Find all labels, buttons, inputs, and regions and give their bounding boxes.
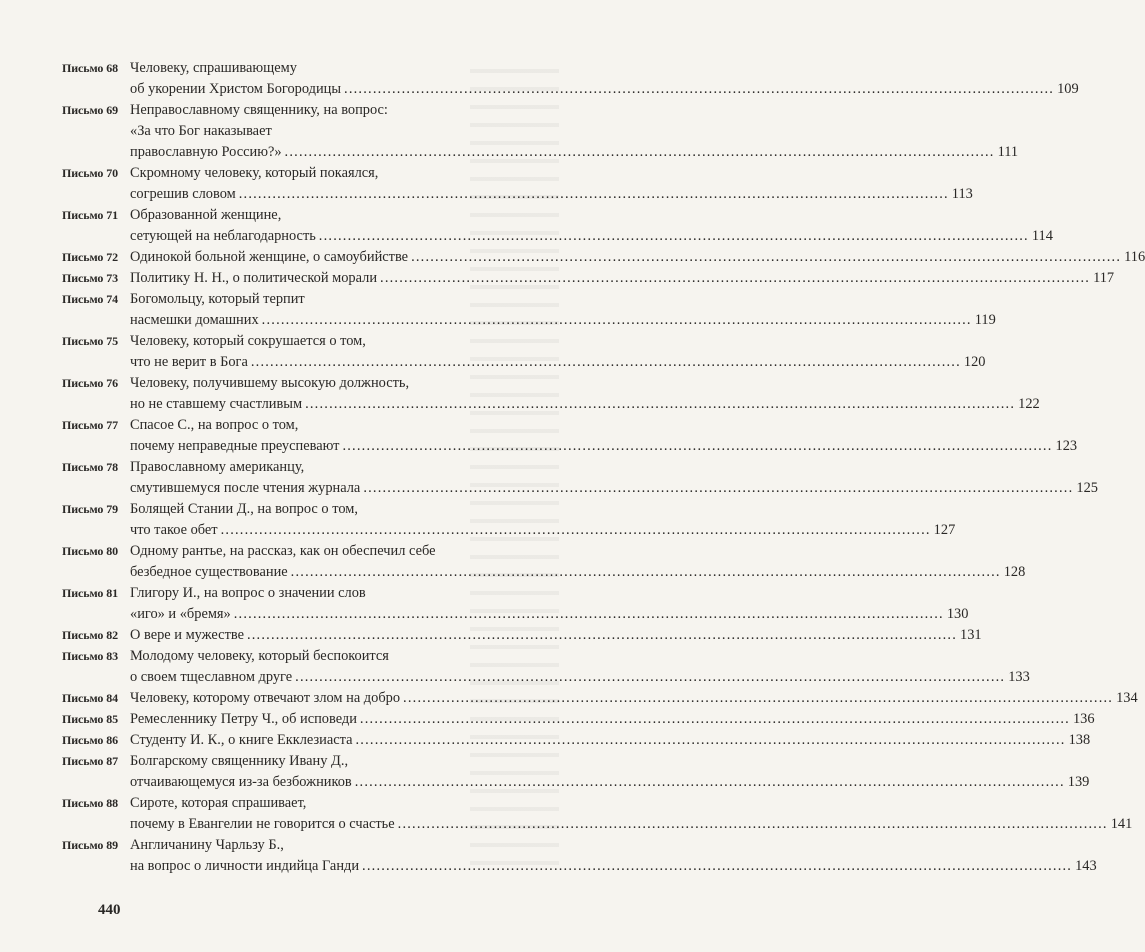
toc-entry [62, 247, 1145, 268]
title-line: Студенту И. К., о книге Екклезиаста [130, 732, 353, 748]
toc-entry [62, 688, 1138, 709]
title-line: Спасое С., на вопрос о том, [130, 417, 299, 433]
title-line: о своем тщеславном друге [130, 669, 293, 685]
title-line: отчаивающемуся из-за безбожников [130, 774, 352, 790]
title-line: Человеку, которому отвечают злом на добро [130, 690, 401, 706]
entry-title [130, 415, 1077, 457]
toc-entry [62, 289, 996, 331]
entry-page-number: 138 [1068, 732, 1091, 748]
entry-page-number: 141 [1110, 816, 1133, 832]
entry-title [130, 583, 968, 625]
entry-title [130, 793, 1132, 835]
title-line: Англичанину Чарльзу Б., [130, 837, 284, 853]
dot-leader [262, 310, 972, 331]
title-line: что не верит в Бога [130, 354, 248, 370]
letter-number: Письмо 70 [62, 166, 119, 180]
entry-page-number: 114 [1031, 228, 1053, 244]
dot-leader [305, 394, 1015, 415]
title-line: О вере и мужестве [130, 627, 244, 643]
toc-entry [62, 835, 1097, 877]
entry-page-number: 123 [1055, 438, 1078, 454]
dot-leader [360, 709, 1070, 730]
dot-leader [411, 247, 1121, 268]
letter-number: Письмо 75 [62, 334, 119, 348]
entry-title [130, 835, 1097, 877]
letter-number: Письмо 88 [62, 796, 119, 810]
title-line: почему неправедные преуспевают [130, 438, 340, 454]
title-line: согрешив словом [130, 186, 236, 202]
toc-entry [62, 730, 1091, 751]
entry-page-number: 127 [933, 522, 956, 538]
entry-page-number: 130 [946, 606, 969, 622]
dot-leader [291, 562, 1001, 583]
entry-title [130, 646, 1030, 688]
entry-page-number: 111 [997, 144, 1019, 160]
title-line: Православному американцу, [130, 459, 305, 475]
dot-leader [344, 79, 1054, 100]
entry-title [130, 625, 982, 646]
entry-title [130, 499, 955, 541]
title-line: Политику Н. Н., о политической морали [130, 270, 378, 286]
letter-number: Письмо 73 [62, 271, 119, 285]
entry-page-number: 116 [1124, 249, 1145, 265]
entry-title [130, 163, 973, 205]
entry-page-number: 122 [1018, 396, 1040, 412]
entry-title [130, 688, 1138, 709]
entry-title [130, 457, 1098, 499]
letter-number: Письмо 89 [62, 838, 119, 852]
letter-number: Письмо 69 [62, 103, 119, 117]
toc-entry [62, 163, 973, 205]
toc-entry [62, 205, 1053, 247]
entry-title [130, 100, 1018, 163]
toc-entry [62, 331, 986, 373]
entry-page-number: 131 [960, 627, 982, 643]
dot-leader [285, 142, 995, 163]
entry-title [130, 331, 986, 373]
title-line: Глигору И., на вопрос о значении слов [130, 585, 366, 601]
dot-leader [398, 814, 1108, 835]
table-of-contents [62, 58, 1145, 877]
entry-page-number: 133 [1008, 669, 1030, 685]
entry-title [130, 247, 1145, 268]
letter-number: Письмо 84 [62, 691, 119, 705]
title-line: на вопрос о личности индийца Ганди [130, 858, 360, 874]
title-line: Одинокой больной женщине, о самоубийстве [130, 249, 409, 265]
title-line: Неправославному священнику, на вопрос: [130, 102, 388, 118]
entry-page-number: 134 [1116, 690, 1138, 706]
letter-number: Письмо 76 [62, 376, 119, 390]
dot-leader [342, 436, 1052, 457]
title-line: Болгарскому священнику Ивану Д., [130, 753, 349, 769]
letter-number: Письмо 72 [62, 250, 119, 264]
toc-entry [62, 646, 1030, 688]
letter-number: Письмо 83 [62, 649, 119, 663]
entry-page-number: 119 [974, 312, 996, 328]
toc-entry [62, 100, 1019, 163]
title-line: но не ставшему счастливым [130, 396, 303, 412]
title-line: Человеку, получившему высокую должность, [130, 375, 410, 391]
toc-entry [62, 751, 1090, 793]
toc-entry [62, 625, 982, 646]
dot-leader [247, 625, 957, 646]
letter-number: Письмо 77 [62, 418, 119, 432]
title-line: почему в Евангелии не говорится о счастье [130, 816, 395, 832]
toc-entry [62, 373, 1040, 415]
entry-title [130, 58, 1079, 100]
page-number: 440 [98, 902, 121, 918]
title-line: «За что Бог наказывает [130, 123, 272, 139]
dot-leader [239, 184, 949, 205]
entry-page-number: 113 [951, 186, 973, 202]
dot-leader [355, 772, 1065, 793]
title-line: Человеку, спрашивающему [130, 60, 297, 76]
letter-number: Письмо 87 [62, 754, 119, 768]
entry-page-number: 120 [963, 354, 986, 370]
title-line: Образованной женщине, [130, 207, 282, 223]
dot-leader [251, 352, 961, 373]
entry-page-number: 143 [1075, 858, 1097, 874]
dot-leader [295, 667, 1005, 688]
dot-leader [221, 520, 931, 541]
title-line: Молодому человеку, который беспокоится [130, 648, 389, 664]
title-line: смутившемуся после чтения журнала [130, 480, 361, 496]
entry-page-number: 117 [1093, 270, 1115, 286]
dot-leader [380, 268, 1090, 289]
dot-leader [234, 604, 944, 625]
letter-number: Письмо 82 [62, 628, 119, 642]
letter-number: Письмо 74 [62, 292, 119, 306]
title-line: Одному рантье, на рассказ, как он обеспечил себе [130, 543, 436, 559]
title-line: Богомольцу, который терпит [130, 291, 305, 307]
dot-leader [403, 688, 1113, 709]
letter-number: Письмо 68 [62, 61, 119, 75]
entry-page-number: 136 [1072, 711, 1095, 727]
toc-entry [62, 268, 1115, 289]
letter-number: Письмо 81 [62, 586, 119, 600]
title-line: безбедное существование [130, 564, 288, 580]
title-line: об укорении Христом Богородицы [130, 81, 342, 97]
dot-leader [356, 730, 1066, 751]
title-line: «иго» и «бремя» [130, 606, 231, 622]
title-line: Человеку, который сокрушается о том, [130, 333, 366, 349]
entry-title [130, 751, 1089, 793]
letter-number: Письмо 85 [62, 712, 119, 726]
toc-entry [62, 583, 969, 625]
letter-number: Письмо 79 [62, 502, 119, 516]
toc-entry [62, 457, 1098, 499]
title-line: Сироте, которая спрашивает, [130, 795, 307, 811]
toc-entry [62, 793, 1133, 835]
dot-leader [319, 226, 1029, 247]
entry-page-number: 139 [1067, 774, 1090, 790]
title-line: Скромному человеку, который покаялся, [130, 165, 379, 181]
title-line: что такое обет [130, 522, 218, 538]
toc-entry [62, 709, 1095, 730]
entry-title [130, 373, 1040, 415]
letter-number: Письмо 78 [62, 460, 119, 474]
entry-title [130, 709, 1095, 730]
title-line: православную Россию?» [130, 144, 282, 160]
letter-number: Письмо 80 [62, 544, 119, 558]
toc-entry [62, 58, 1079, 100]
dot-leader [363, 478, 1073, 499]
entry-title [130, 268, 1114, 289]
title-line: сетующей на неблагодарность [130, 228, 316, 244]
entry-page-number: 128 [1003, 564, 1026, 580]
entry-title [130, 541, 1025, 583]
entry-page-number: 109 [1057, 81, 1079, 97]
toc-entry [62, 499, 956, 541]
entry-title [130, 205, 1053, 247]
title-line: насмешки домашних [130, 312, 259, 328]
title-line: Болящей Стании Д., на вопрос о том, [130, 501, 358, 517]
title-line: Ремесленнику Петру Ч., об исповеди [130, 711, 357, 727]
entry-title [130, 289, 996, 331]
entry-page-number: 125 [1076, 480, 1098, 496]
letter-number: Письмо 86 [62, 733, 119, 747]
entry-title [130, 730, 1090, 751]
toc-entry [62, 415, 1078, 457]
letter-number: Письмо 71 [62, 208, 119, 222]
toc-entry [62, 541, 1026, 583]
dot-leader [362, 856, 1072, 877]
